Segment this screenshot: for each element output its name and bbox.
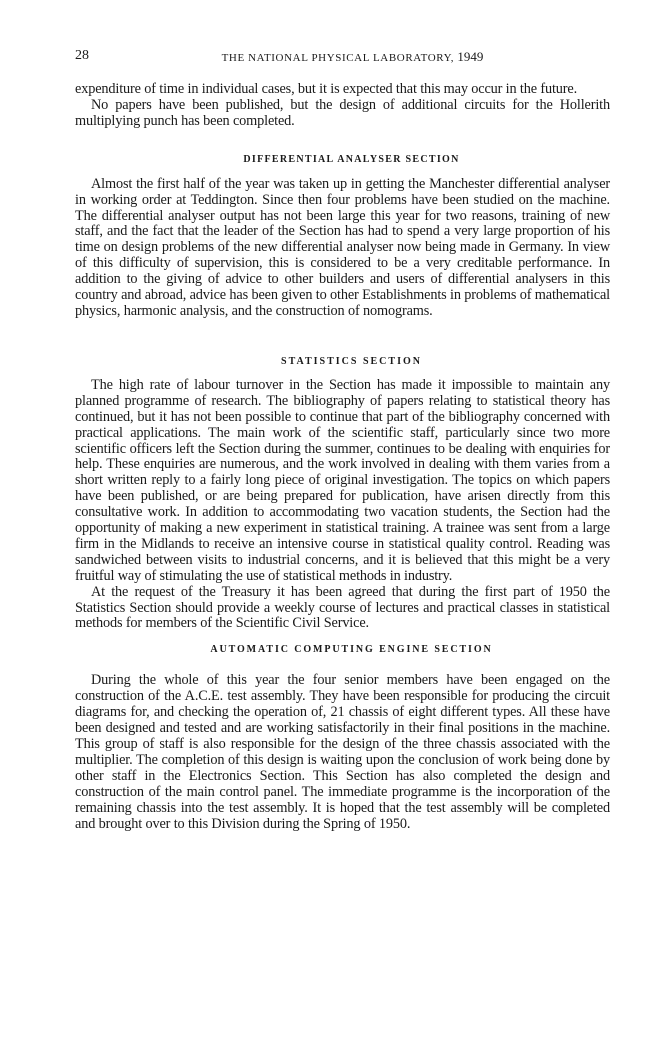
section-heading-differential-analyser: DIFFERENTIAL ANALYSER SECTION bbox=[243, 153, 460, 165]
intro-paragraph: No papers have been published, but the design of additional circuits for the Hollerith multiplying punch has been completed. bbox=[75, 96, 610, 129]
section-heading-statistics: STATISTICS SECTION bbox=[281, 355, 422, 367]
intro-paragraph-continued: expenditure of time in individual cases, but it is expected that this may occur in the future. bbox=[75, 81, 578, 97]
section-heading-ace: AUTOMATIC COMPUTING ENGINE SECTION bbox=[210, 644, 493, 656]
header-title-text: THE NATIONAL PHYSICAL LABORATORY, bbox=[221, 52, 455, 64]
ace-paragraph: During the whole of this year the four senior members have been engaged on the construction of the A.C.E. test assembly. They have been responsible for producing the circuit diagrams for, and checking the operation of, 21 chassis of eight different types. All these have been designed and tested and are working satisfactorily in their final positions in the machine. This group of staff is also responsible for the design of the three chassis associated with the multiplier. The completion of this design is waiting upon the conclusion of work being done by other staff in the Electronics Section. This Section has also completed the design and construction of the main control panel. The immediate programme is the incorporation of the remaining chassis into the test assembly. It is hoped that the test assembly will be completed and brought over to this Division during the Spring of 1950. bbox=[75, 672, 610, 832]
statistics-paragraph-2: At the request of the Treasury it has been agreed that during the first part of 1950 the Statistics Section should provide a weekly course of lectures and practical classes in statistical methods for members of the Scientific Civil Service. bbox=[75, 583, 610, 632]
running-title bbox=[75, 49, 610, 65]
document-page bbox=[75, 48, 610, 832]
differential-analyser-paragraph: Almost the first half of the year was taken up in getting the Manchester differential analyser in working order at Teddington. Since then four problems have been studied on the machine. The differential analyser output has not been large this year for two reasons, training of new staff, and the fact that the leader of the Section has had to spend a very large proportion of his time on design problems of the new differential analyser now being made in Germany. In view of this difficulty of supervision, this is considered to be a very creditable performance. In addition to the giving of advice to other builders and users of differential analysers in this country and abroad, advice has been given to other Establishments in problems of mathematical physics, harmonic analysis, and the construction of nomograms. bbox=[75, 175, 610, 319]
statistics-paragraph-1: The high rate of labour turnover in the Section has made it impossible to maintain any planned programme of research. The bibliography of papers relating to statistical theory has continued, but it has not been possible to continue that part of the bibliography concerned with practical applications. The main work of the scientific staff, particularly since two more scientific officers left the Section during the summer, continues to be dealing with enquiries for help. These enquiries are numerous, and the work involved in dealing with them varies from a short written reply to a fairly long piece of original investigation. The topics on which papers have been published, or are being prepared for publication, have arisen directly from this consultative work. In addition to accommodating two vacation students, the Section had the opportunity of making a new experiment in statistical training. A trainee was sent from a large firm in the Midlands to receive an intensive course in statistical quality control. Reading was sandwiched between visits to industrial concerns, and it is believed that this might be a very fruitful way of stimulating the use of statistical methods in industry. bbox=[75, 376, 610, 584]
running-header bbox=[75, 48, 610, 68]
page-number: 28 bbox=[75, 48, 89, 63]
header-year: 1949 bbox=[457, 49, 484, 64]
